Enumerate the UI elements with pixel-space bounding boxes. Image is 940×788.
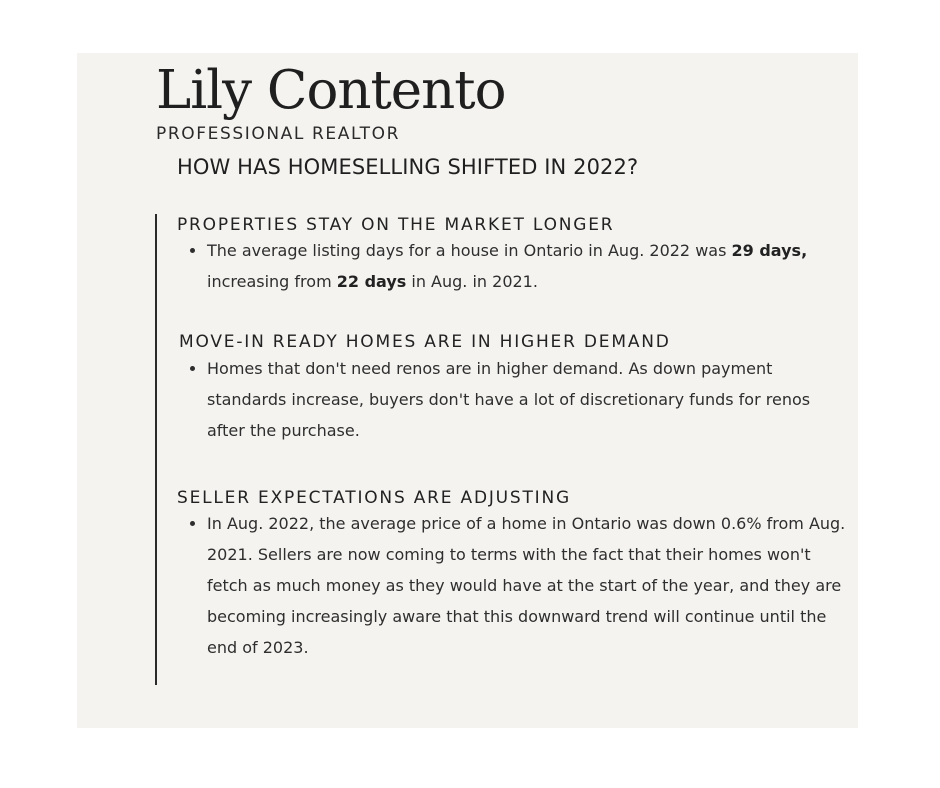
section-title: PROPERTIES STAY ON THE MARKET LONGER (177, 215, 615, 235)
bullet-list (207, 235, 847, 297)
bullet-list (207, 353, 847, 446)
bullet-text: The average listing days for a house in Ontario in Aug. 2022 was (207, 241, 732, 260)
realtor-role: PROFESSIONAL REALTOR (156, 124, 401, 144)
section-move-in-ready (179, 332, 847, 446)
list-item (207, 235, 847, 297)
bullet-text: increasing from (207, 272, 337, 291)
section-seller-expectations (177, 488, 847, 663)
bullet-bold: 29 days, (731, 241, 808, 260)
section-market-longer (177, 215, 847, 297)
realtor-name: Lily Contento (156, 60, 506, 121)
page-headline: HOW HAS HOMESELLING SHIFTED IN 2022? (177, 155, 639, 179)
bullet-list (207, 508, 847, 663)
section-title: MOVE-IN READY HOMES ARE IN HIGHER DEMAND (179, 332, 671, 352)
vertical-divider (155, 214, 157, 685)
list-item: In Aug. 2022, the average price of a home in Ontario was down 0.6% from Aug. 2021. Sellers are now coming to terms with the fact that their homes won't fetch as much money as they would have at the start of the year, and they are becoming increasingly aware that this downward trend will continue until the end of 2023. (207, 508, 847, 663)
section-title: SELLER EXPECTATIONS ARE ADJUSTING (177, 488, 571, 508)
bullet-text: in Aug. in 2021. (406, 272, 538, 291)
list-item: Homes that don't need renos are in higher demand. As down payment standards increase, buyers don't have a lot of discretionary funds for renos after the purchase. (207, 353, 847, 446)
bullet-bold: 22 days (336, 272, 407, 291)
